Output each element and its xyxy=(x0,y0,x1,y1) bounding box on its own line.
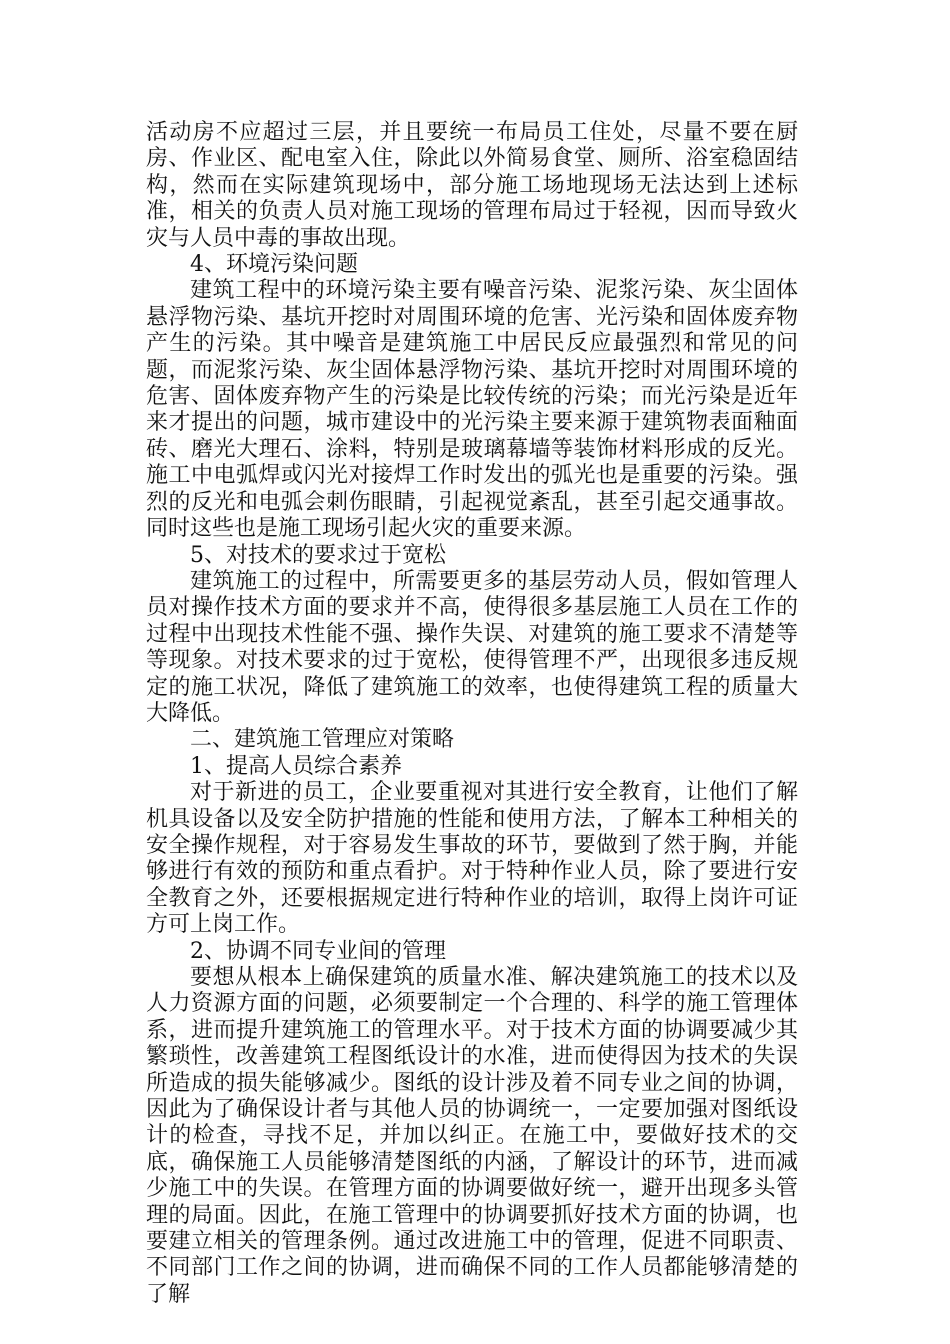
section-heading-technical-requirements: 5、对技术的要求过于宽松 xyxy=(190,542,446,568)
paragraph-environmental-pollution: 建筑工程中的环境污染主要有噪音污染、泥浆污染、灰尘固体悬浮物污染、基坑开挖时对周围环境的危害、光污染和固体废弃物产生的污染。其中噪音是建筑施工中居民反应最强烈和常见的问题，而泥浆污染、灰尘固体悬浮物污染、基坑开挖时对周围环境的危害、固体废弃物产生的污染是比较传统的污染；而光污染是近年来才提出的问题，城市建设中的光污染主要来源于建筑物表面釉面砖、磨光大理石、涂料，特别是玻璃幕墙等装饰材料形成的反光。施工中电弧焊或闪光对接焊工作时发出的弧光也是重要的污染。强烈的反光和电弧会刺伤眼睛，引起视觉紊乱，甚至引起交通事故。同时这些也是施工现场引起火灾的重要来源。 xyxy=(146,278,798,542)
section-heading-environmental-pollution: 4、环境污染问题 xyxy=(190,252,358,278)
paragraph-coordination: 要想从根本上确保建筑的质量水准、解决建筑施工的技术以及人力资源方面的问题，必须要制定一个合理的、科学的施工管理体系，进而提升建筑施工的管理水平。对于技术方面的协调要减少其繁琐性，改善建筑工程图纸设计的水准，进而使得因为技术的失误所造成的损失能够减少。图纸的设计涉及着不同专业之间的协调，因此为了确保设计者与其他人员的协调统一，一定要加强对图纸设计的检查，寻找不足，并加以纠正。在施工中，要做好技术的交底，确保施工人员能够清楚图纸的内涵，了解设计的环节，进而减少施工中的失误。在管理方面的协调要做好统一，避开出现多头管理的局面。因此，在施工管理中的协调要抓好技术方面的协调，也要建立相关的管理条例。通过改进施工中的管理，促进不同职责、不同部门工作之间的协调，进而确保不同的工作人员都能够清楚的了解 xyxy=(146,965,798,1307)
section-heading-coordination: 2、协调不同专业间的管理 xyxy=(190,938,446,964)
section-heading-staff-quality: 1、提高人员综合素养 xyxy=(190,753,402,779)
paragraph-staff-quality: 对于新进的员工，企业要重视对其进行安全教育，让他们了解机具设备以及安全防护措施的性能和使用方法，了解本工种相关的安全操作规程，对于容易发生事故的环节，要做到了然于胸，并能够进行有效的预防和重点看护。对于特种作业人员，除了要进行安全教育之外，还要根据规定进行特种作业的培训，取得上岗许可证方可上岗工作。 xyxy=(146,780,798,938)
document-page xyxy=(146,120,798,1308)
section-heading-management-strategies: 二、建筑施工管理应对策略 xyxy=(190,727,455,753)
paragraph-continuation: 活动房不应超过三层，并且要统一布局员工住处，尽量不要在厨房、作业区、配电室入住，除此以外简易食堂、厕所、浴室稳固结构，然而在实际建筑现场中，部分施工场地现场无法达到上述标准，相关的负责人员对施工现场的管理布局过于轻视，因而导致火灾与人员中毒的事故出现。 xyxy=(146,120,798,251)
paragraph-technical-requirements: 建筑施工的过程中，所需要更多的基层劳动人员，假如管理人员对操作技术方面的要求并不高，使得很多基层施工人员在工作的过程中出现技术性能不强、操作失误、对建筑的施工要求不清楚等等现象。对技术要求的过于宽松，使得管理不严，出现很多违反规定的施工状况，降低了建筑施工的效率，也使得建筑工程的质量大大降低。 xyxy=(146,568,798,726)
